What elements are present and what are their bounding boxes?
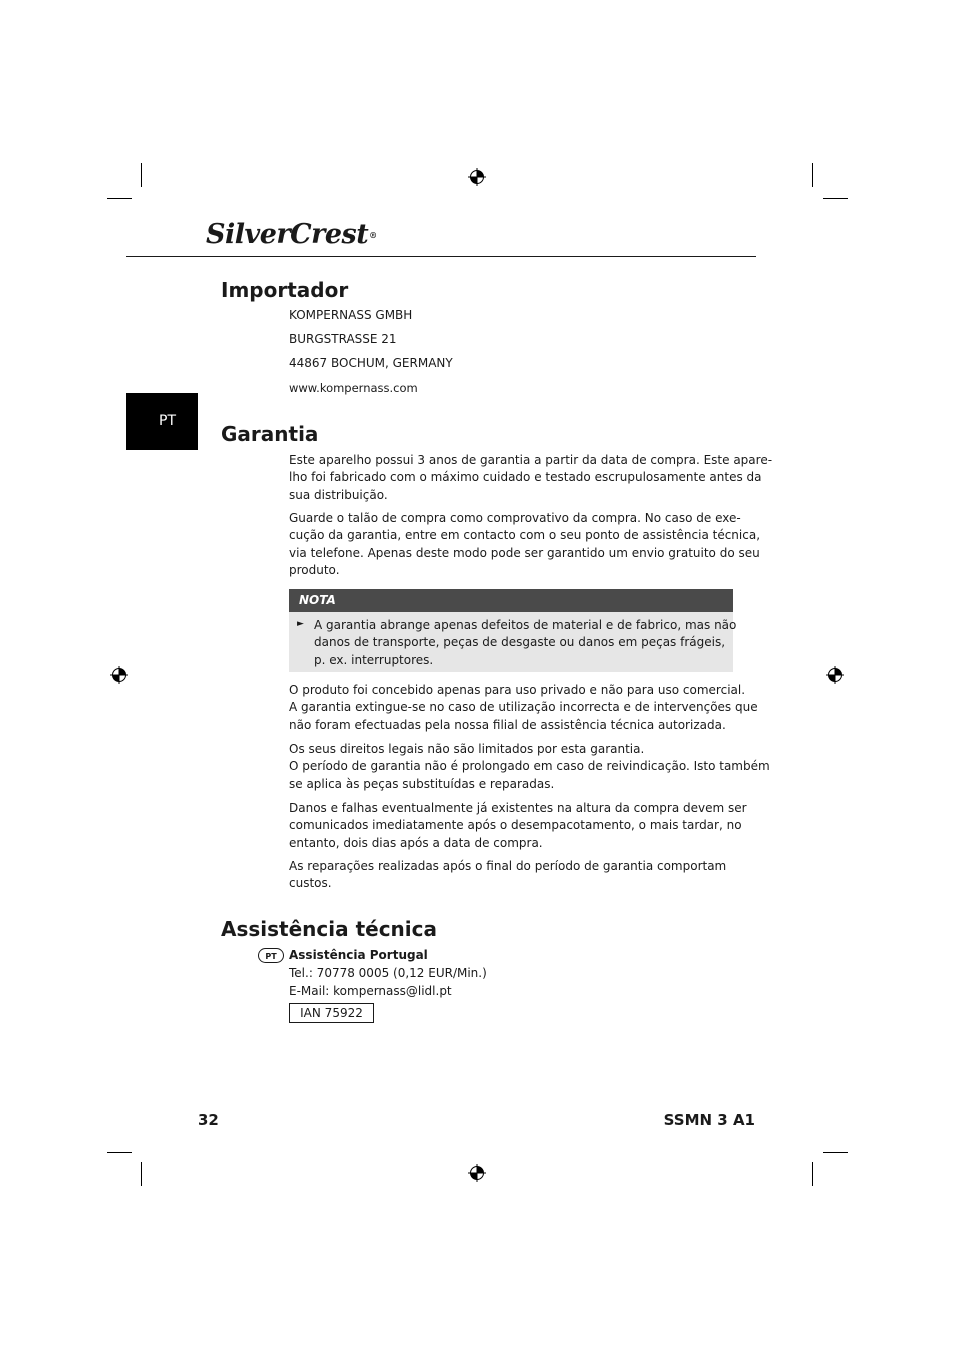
bullet-arrow-icon: ► [297, 619, 304, 629]
registered-mark: ® [369, 230, 377, 240]
text-line: Danos e falhas eventualmente já existentes na altura da compra devem ser [289, 801, 747, 815]
section-heading-assistencia: Assistência técnica [221, 917, 438, 941]
text-line: comunicados imediatamente após o desempacotamento, o mais tardar, no [289, 818, 742, 833]
brand-name: SilverCrest [206, 219, 369, 250]
header-rule [126, 256, 756, 257]
crop-mark [812, 163, 813, 187]
text-line: As reparações realizadas após o final do período de garantia comportam [289, 859, 727, 873]
registration-mark-icon [468, 168, 486, 186]
note-title: NOTA [299, 593, 336, 607]
registration-mark-icon [468, 1164, 486, 1182]
text-line: entanto, dois dias após a data de compra. [289, 835, 543, 850]
crop-mark [141, 163, 142, 187]
garantia-paragraph-1 [289, 452, 773, 504]
crop-mark [823, 198, 848, 199]
text-line: O período de garantia não é prolongado em caso de reivindicação. Isto também [289, 759, 770, 774]
importer-website: www.kompernass.com [289, 381, 418, 395]
crop-mark [107, 198, 132, 199]
silvercrest-logo [206, 218, 377, 252]
language-tab-label: PT [159, 413, 176, 429]
garantia-paragraph-6 [289, 858, 733, 893]
text-line: p. ex. interruptores. [314, 652, 434, 667]
text-line: cução da garantia, entre em contacto com o seu ponto de assistência técnica, [289, 528, 761, 543]
model-number: SSMN 3 A1 [663, 1111, 755, 1129]
crop-mark [812, 1162, 813, 1186]
text-line: Este aparelho possui 3 anos de garantia a partir da data de compra. Este apare- [289, 453, 773, 467]
text-line: O produto foi concebido apenas para uso privado e não para uso comercial. [289, 683, 746, 697]
text-line: Os seus direitos legais não são limitados por esta garantia. [289, 742, 645, 756]
service-email: E-Mail: kompernass@lidl.pt [289, 984, 452, 998]
garantia-paragraph-3 [289, 682, 758, 734]
text-line: sua distribuição. [289, 487, 388, 502]
text-line: custos. [289, 876, 332, 891]
note-text [314, 617, 736, 669]
service-title: Assistência Portugal [289, 948, 428, 962]
text-line: via telefone. Apenas deste modo pode ser garantido um envio gratuito do seu [289, 545, 760, 560]
note-header [289, 589, 733, 612]
country-badge: PT [258, 948, 284, 963]
importer-city: 44867 BOCHUM, GERMANY [289, 356, 453, 370]
text-line: A garantia abrange apenas defeitos de material e de fabrico, mas não [314, 618, 737, 632]
page-number: 32 [198, 1111, 219, 1129]
registration-mark-icon [826, 666, 844, 684]
crop-mark [141, 1162, 142, 1186]
language-tab [126, 393, 198, 450]
garantia-paragraph-4 [289, 741, 770, 793]
note-box [289, 612, 737, 672]
section-heading-importador: Importador [221, 278, 349, 302]
text-line: danos de transporte, peças de desgaste ou danos em peças frágeis, [314, 635, 726, 650]
text-line: A garantia extingue-se no caso de utilização incorrecta e de intervenções que [289, 700, 758, 715]
service-phone: Tel.: 70778 0005 (0,12 EUR/Min.) [289, 966, 487, 980]
section-heading-garantia: Garantia [221, 422, 319, 446]
text-line: lho foi fabricado com o máximo cuidado e testado escrupulosamente antes da [289, 470, 762, 485]
text-line: se aplica às peças substituídas e reparadas. [289, 776, 555, 791]
crop-mark [107, 1152, 132, 1153]
registration-mark-icon [110, 666, 128, 684]
ian-number-box: IAN 75922 [289, 1003, 374, 1023]
crop-mark [823, 1152, 848, 1153]
garantia-paragraph-5 [289, 800, 747, 852]
garantia-paragraph-2 [289, 510, 761, 580]
text-line: produto. [289, 563, 340, 578]
importer-company: KOMPERNASS GMBH [289, 308, 413, 322]
importer-street: BURGSTRASSE 21 [289, 332, 397, 346]
text-line: Guarde o talão de compra como comprovativo da compra. No caso de exe- [289, 511, 741, 525]
text-line: não foram efectuadas pela nossa filial de assistência técnica autorizada. [289, 717, 726, 732]
